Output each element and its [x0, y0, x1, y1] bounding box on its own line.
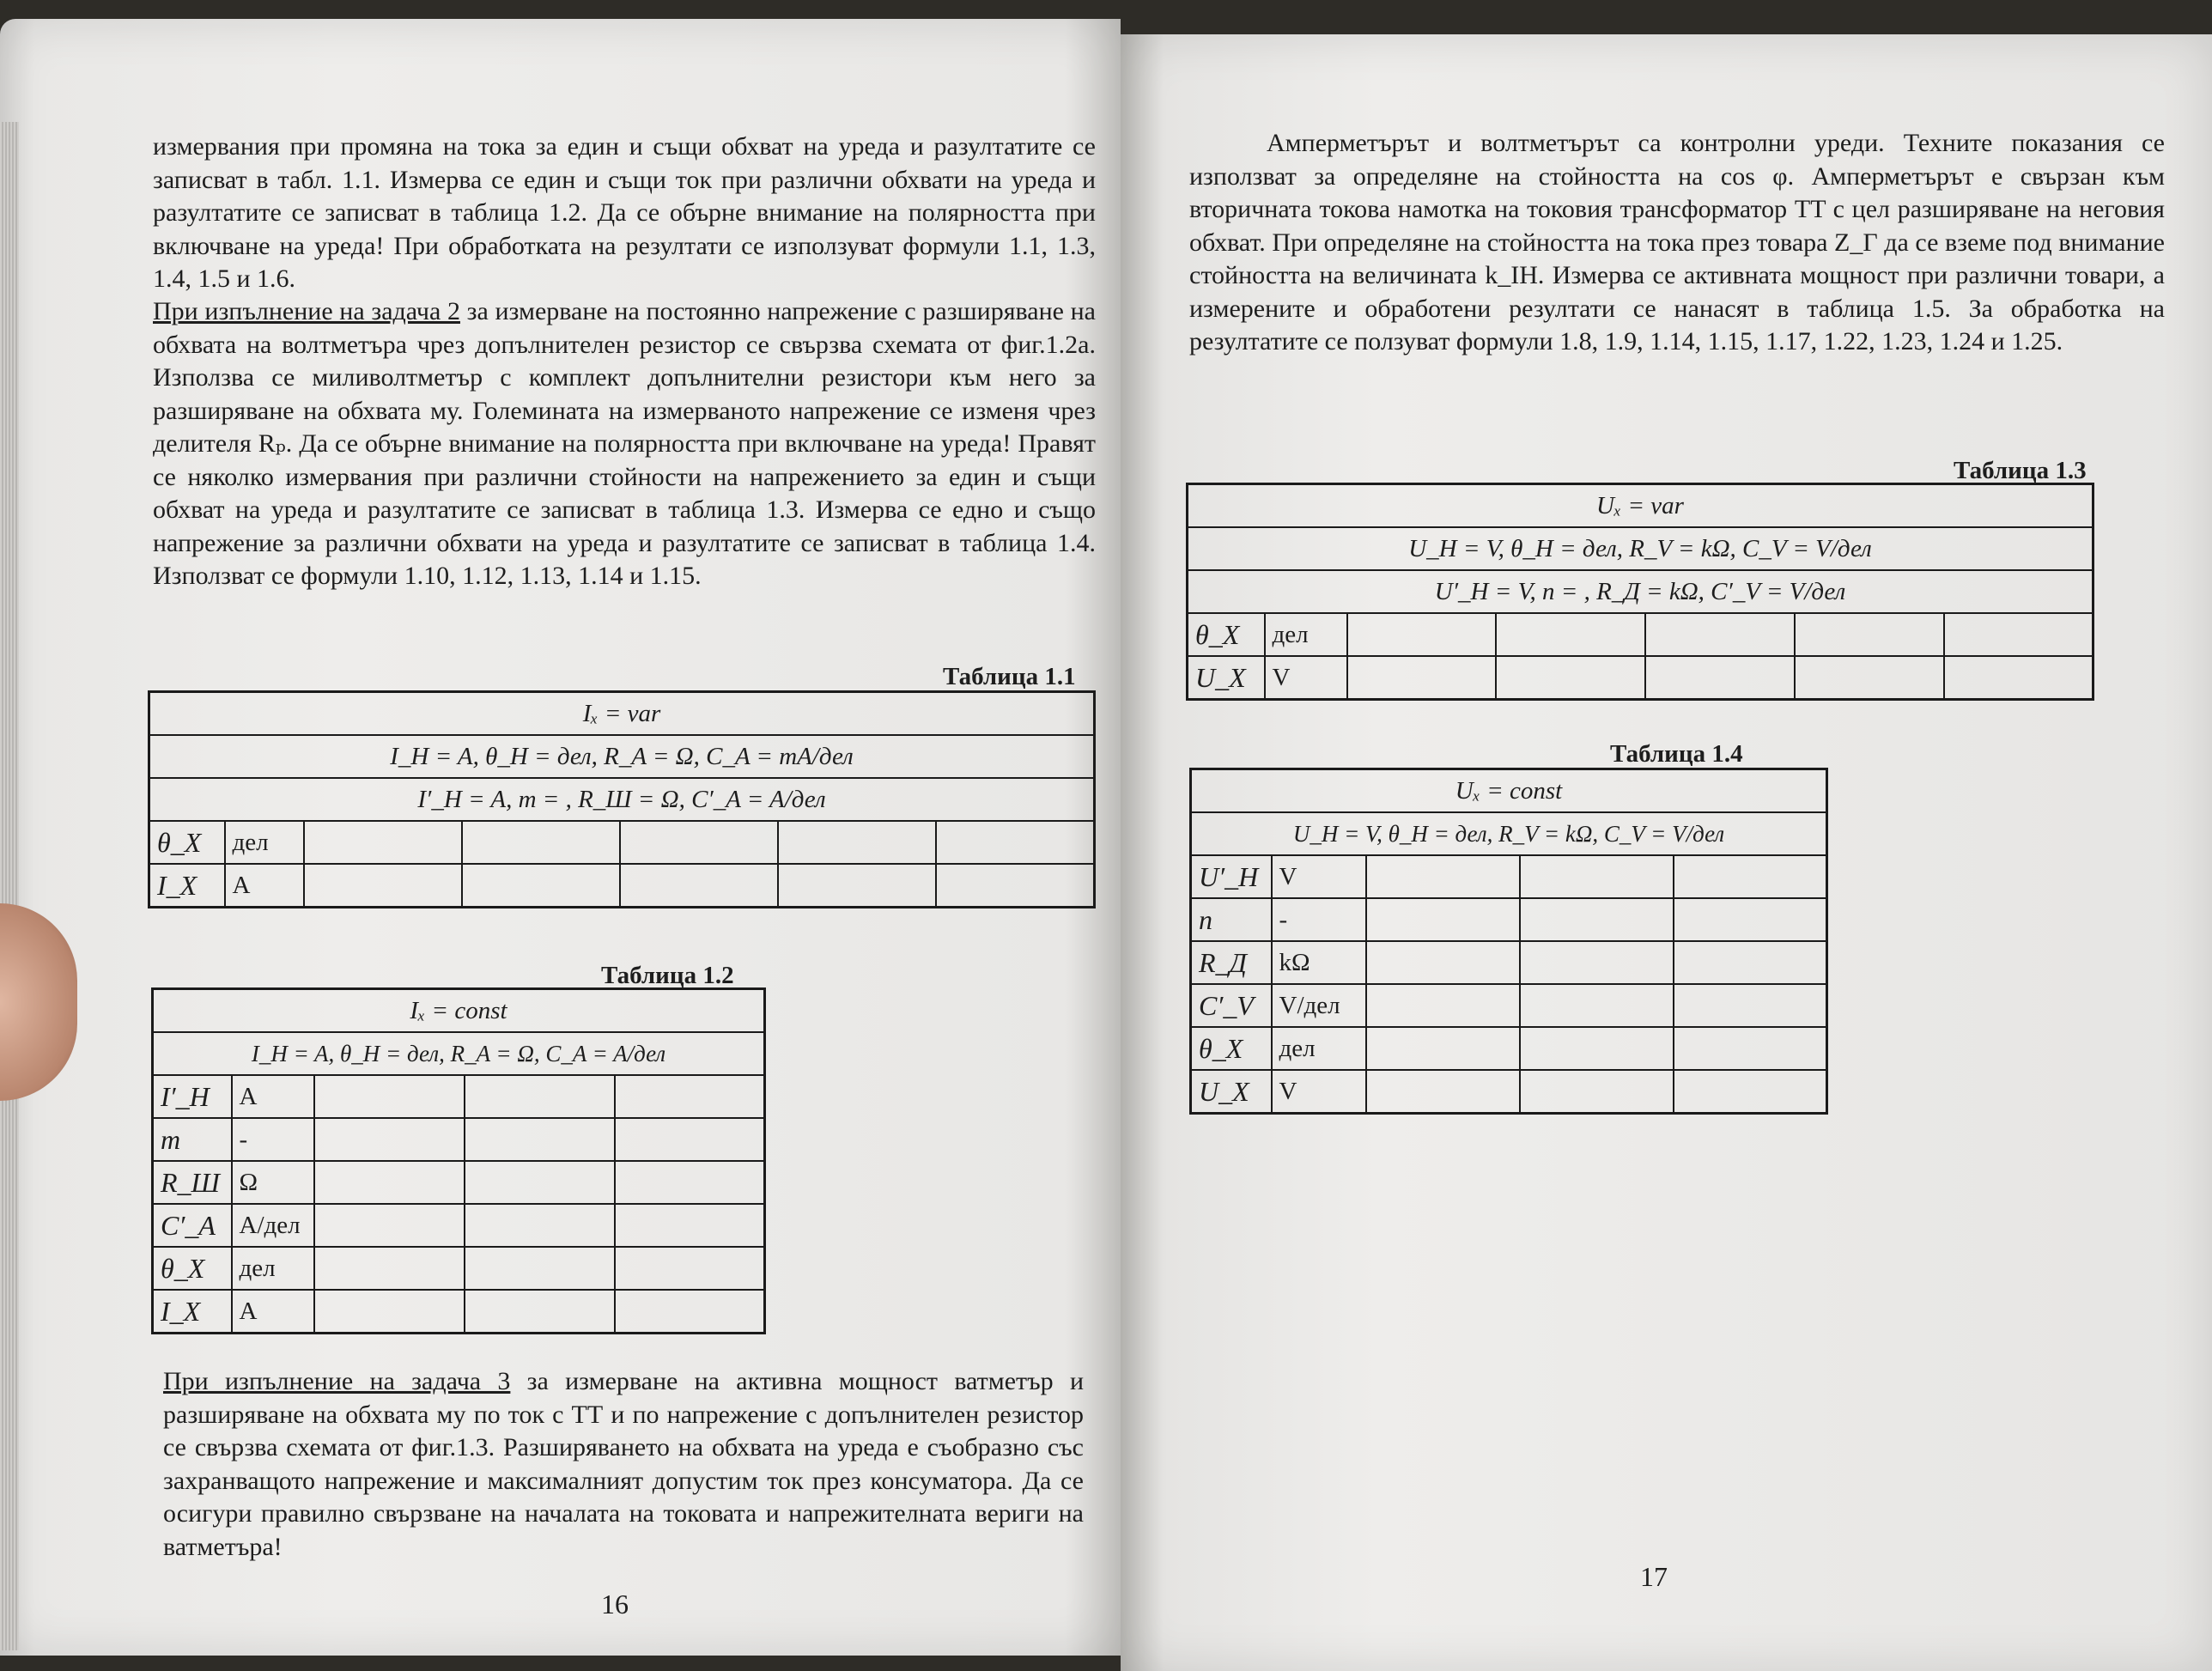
table-row: θ_X дел [1191, 1027, 1827, 1070]
table-row: θ_X дел [149, 821, 1095, 864]
table-1-4-caption: Таблица 1.4 [1610, 740, 1743, 768]
table-params-row: U′_H = V, n = , R_Д = kΩ, C′_V = V/дел [1188, 570, 2094, 613]
thumb [0, 903, 77, 1101]
table-row: U_X V [1191, 1070, 1827, 1114]
table-1-4 [1189, 768, 1828, 1115]
table-row: θ_X дел [1188, 613, 2094, 656]
paragraph-3: При изпълнение на задача 3 за измерване на активна мощност ватметър и разширяване на обхвата му по ток с ТТ и по напрежение с допълнителен резистор се свързва схемата от фиг.1.3. Разширяването на обхвата на уреда е съобразно със захранващото напрежение и максималният допустим ток през консуматора. Да се осигури правилно свързване на началата на токовата и напрежителната вериги на ватметъра! [163, 1367, 1084, 1561]
table-1-2-caption: Таблица 1.2 [601, 962, 734, 989]
page-number: 16 [601, 1589, 629, 1619]
table-header: Iₓ = const [153, 989, 765, 1033]
table-header: Uₓ = const [1191, 769, 1827, 813]
page-number: 17 [1640, 1561, 1668, 1592]
table-header: Uₓ = var [1188, 484, 2094, 528]
table-params-row: I_H = A, θ_H = дел, R_A = Ω, C_A = A/дел [153, 1032, 765, 1075]
right-page [1121, 34, 2212, 1671]
table-row: θ_X дел [153, 1247, 765, 1290]
table-row: C′_V V/дел [1191, 984, 1827, 1027]
table-params-row: U_H = V, θ_H = дел, R_V = kΩ, C_V = V/дел [1188, 527, 2094, 570]
table-1-3-caption: Таблица 1.3 [1954, 457, 2087, 484]
table-params-row: U_H = V, θ_H = дел, R_V = kΩ, C_V = V/дел [1191, 812, 1827, 855]
table-row: R_Д kΩ [1191, 941, 1827, 984]
table-1-1-caption: Таблица 1.1 [943, 663, 1076, 690]
table-header: Iₓ = var [149, 692, 1095, 736]
table-row: n - [1191, 898, 1827, 941]
task-3-heading: При изпълнение на задача 3 [163, 1367, 511, 1395]
page-edge [0, 122, 19, 1650]
table-row: I′_H A [153, 1075, 765, 1118]
task-2-heading: При изпълнение на задача 2 [153, 297, 460, 325]
table-row: C′_A A/дел [153, 1204, 765, 1247]
table-row: U_X V [1188, 656, 2094, 700]
table-1-2 [151, 987, 766, 1334]
table-params-row: I′_H = A, m = , R_Ш = Ω, C′_A = A/дел [149, 778, 1095, 821]
table-row: m - [153, 1118, 765, 1161]
left-page [0, 19, 1121, 1656]
paragraph-1: Амперметърът и волтметърът са контролни уреди. Техните показания се използват за определяне на стойността на cos φ. Амперметърът е свързан към вторичната токова намотка на токовия трансформатор TT с цел разширяване на неговия обхват. При определяне на стойността на тока през товара Z_Г да се вземе под внимание стойността на величината k_IH. Измерва се активната мощност при различни товари, а измерените и обработени резултати се нанасят в таблица 1.5. За обработка на резултатите се ползуват формули 1.8, 1.9, 1.14, 1.15, 1.17, 1.22, 1.23, 1.24 и 1.25. [1189, 129, 2165, 355]
table-row: I_X A [149, 864, 1095, 908]
table-row: R_Ш Ω [153, 1161, 765, 1204]
paragraph-1: измервания при промяна на тока за един и същи обхват на уреда и разултатите се записват в табл. 1.1. Измерва се един и същи ток при различни обхвати на уреда и разултатите се записват в таблица 1.2. Да се обърне внимание на полярността при включване на уреда! При обработката на резултати се използуват формули 1.1, 1.3, 1.4, 1.5 и 1.6. [153, 132, 1096, 293]
paragraph-2: При изпълнение на задача 2 за измерване на постоянно напрежение с разширяване на обхвата на волтметъра чрез допълнителен резистор се свързва схемата от фиг.1.2а. Използва се миливолтметър с комплект допълнителни резистори към него за разширяване на обхвата му. Големината на измерваното напрежение се изменя чрез делителя Rₚ. Да се обърне внимание на полярността при включване на уреда! Правят се няколко измервания при различни стойности на напрежението за един и същи обхват на уреда и разултатите се записват в таблица 1.3. Измерва се едно и също напрежение за различни обхвати на уреда и разултатите се записват в таблица 1.4. Използват се формули 1.10, 1.12, 1.13, 1.14 и 1.15. [153, 297, 1096, 590]
table-params-row: I_H = A, θ_H = дел, R_A = Ω, C_A = mA/дел [149, 735, 1095, 778]
table-row: I_X A [153, 1290, 765, 1334]
table-1-1 [148, 690, 1096, 908]
table-row: U′_H V [1191, 855, 1827, 898]
table-1-3 [1186, 483, 2094, 701]
